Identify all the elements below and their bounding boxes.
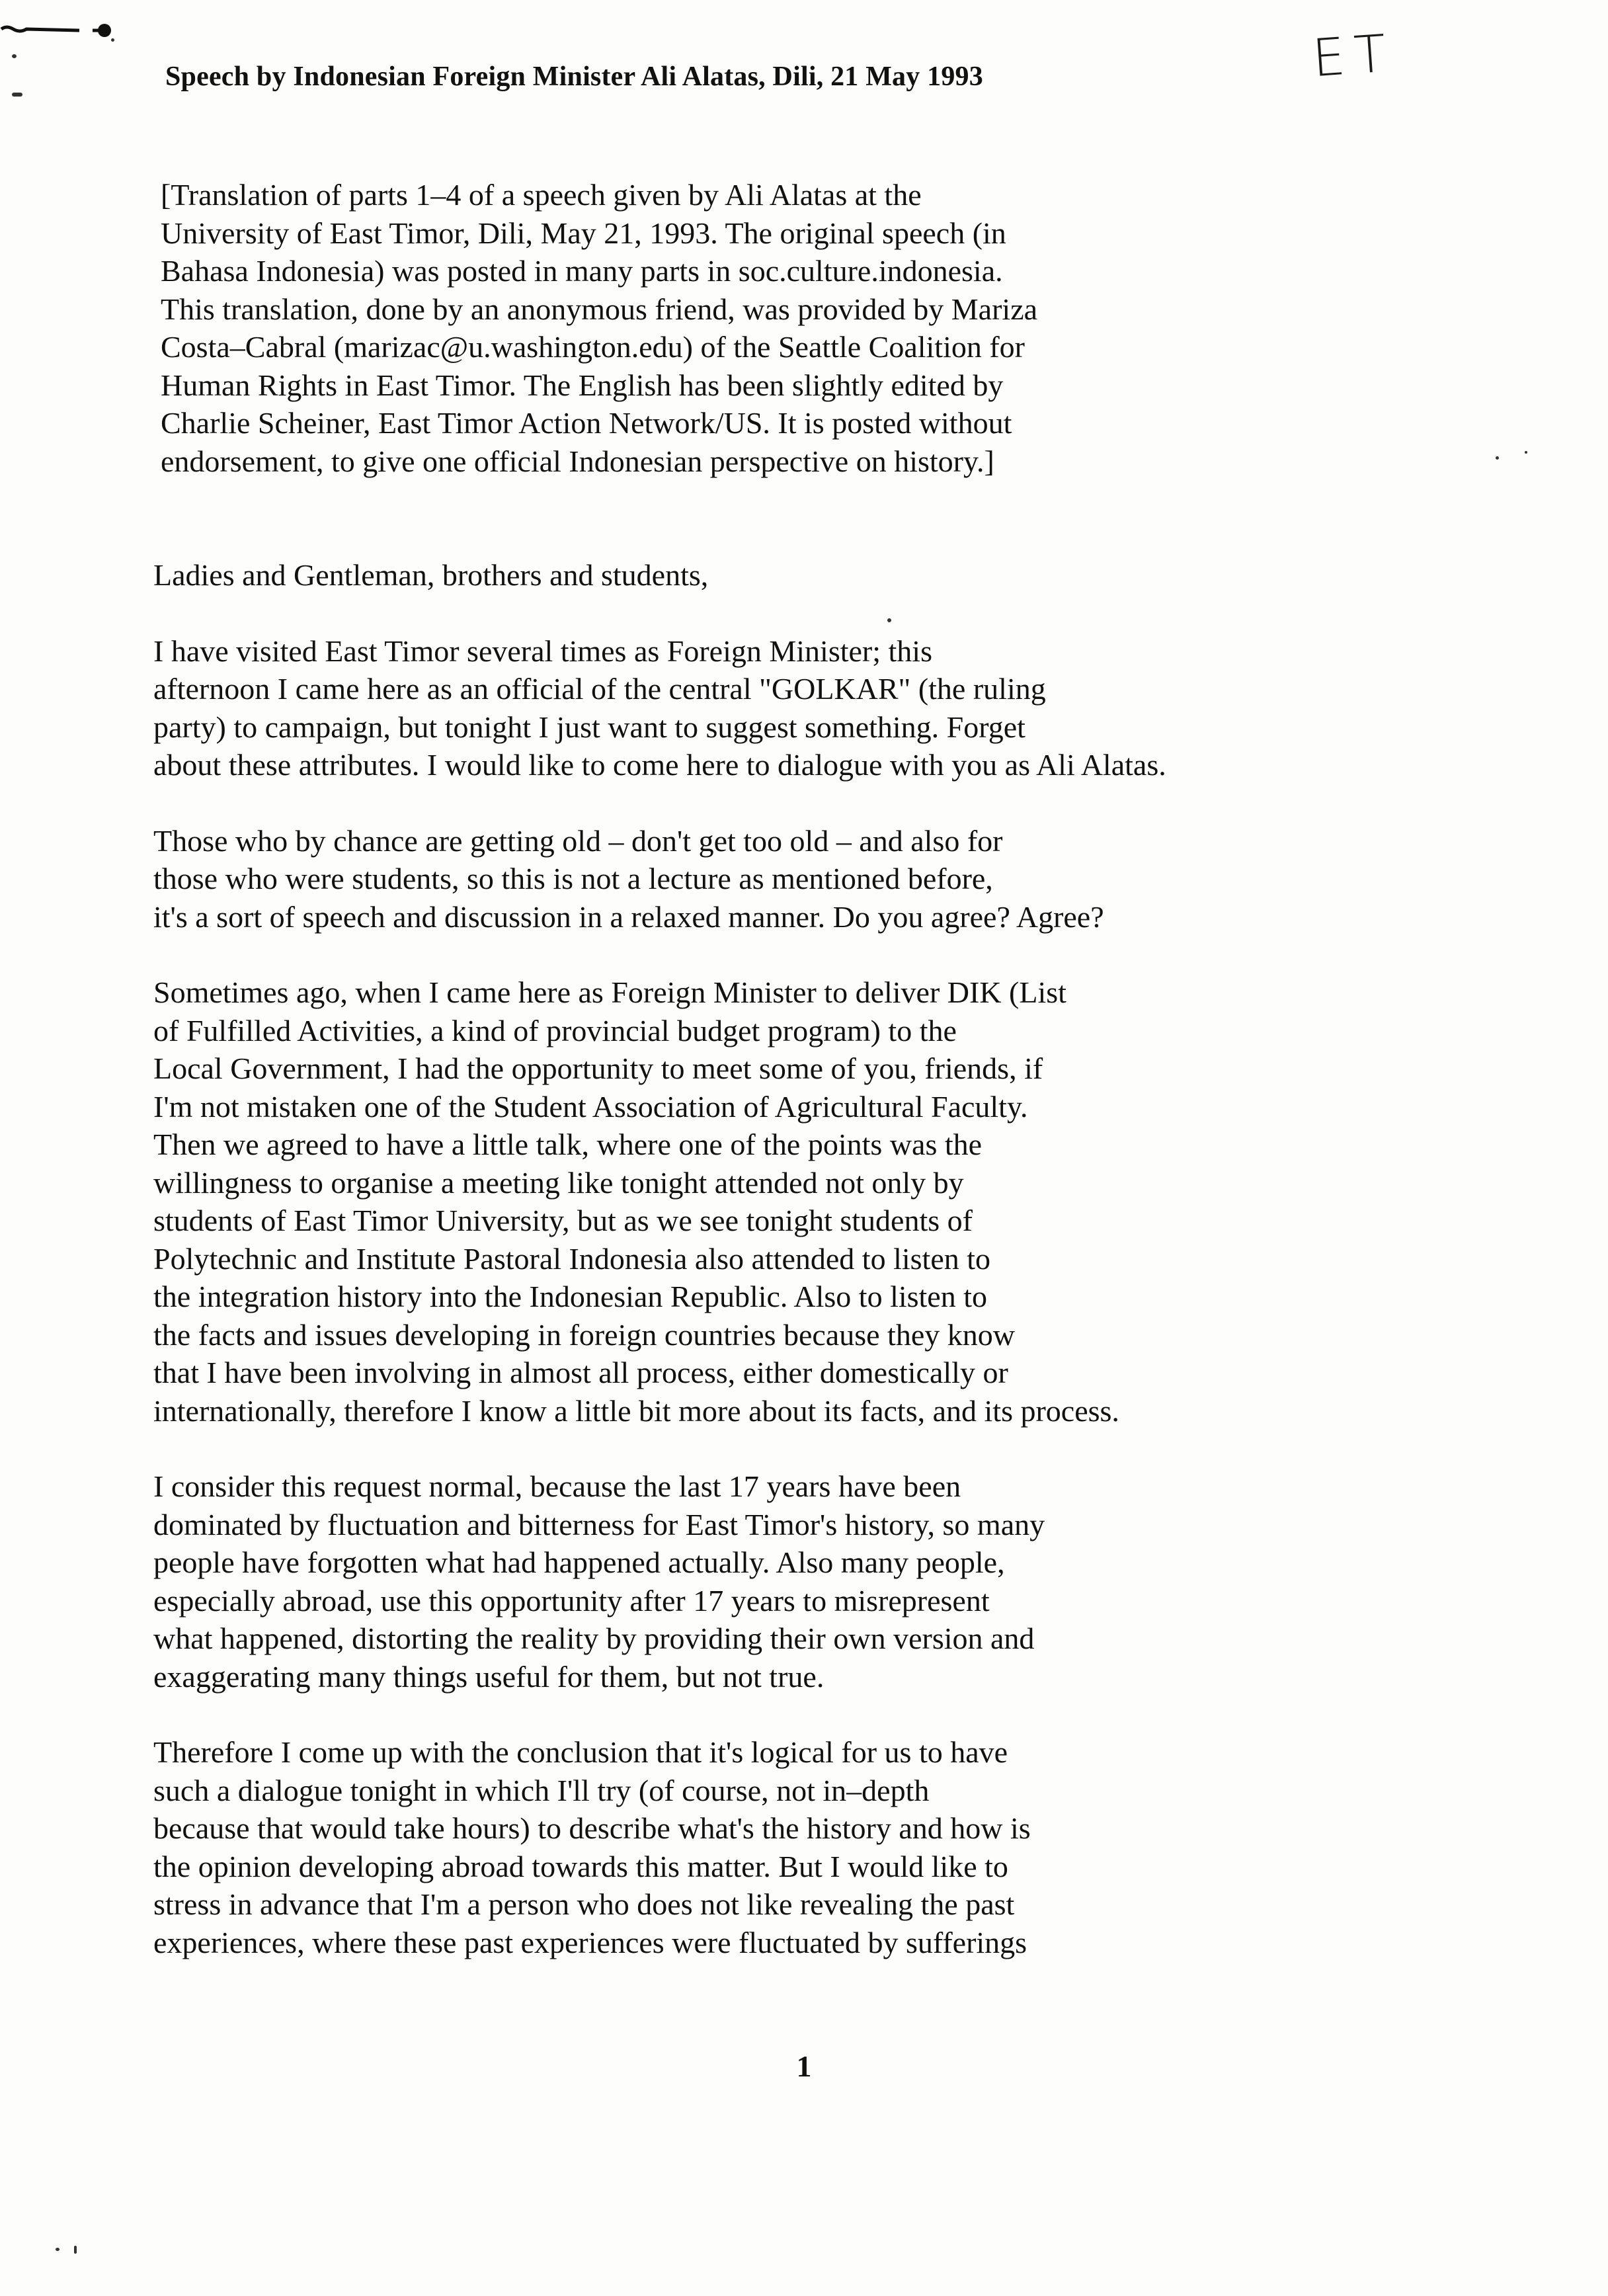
scan-speck <box>74 2246 77 2254</box>
document-title: Speech by Indonesian Foreign Minister Ali Alatas, Dili, 21 May 1993 <box>165 62 983 92</box>
scan-speck <box>12 93 22 97</box>
scan-speck <box>111 38 114 42</box>
translation-note-paragraph: [Translation of parts 1–4 of a speech given by Ali Alatas at the University of East Timor, Dili, May 21, 1993. The original speech (in Bahasa Indonesia) was posted in many parts in soc.culture.indonesia. This translation, done by an anonymous friend, was provided by Mariza Costa–Cabral (marizac@u.washington.edu) of the Seattle Coalition for Human Rights in East Timor. The English has been slightly edited by Charlie Scheiner, East Timor Action Network/US. It is posted without endorsement, to give one official Indonesian perspective on history.] <box>161 178 1038 478</box>
body-paragraph: I have visited East Timor several times as Foreign Minister; this afternoon I came here as an official of the central "GOLKAR" (the ruling party) to campaign, but tonight I just want to suggest something. Forget about these attributes. I would like to come here to dialogue with you as Ali Alatas. <box>153 634 1166 782</box>
scan-speck <box>1525 451 1527 454</box>
scan-speck <box>12 54 17 58</box>
body-paragraph: I consider this request normal, because the last 17 years have been dominated by fluctuation and bitterness for East Timor's history, so many people have forgotten what had happened actually. Also many people, especially abroad, use this opportunity after 17 years to misrepresent what happened, distorting the reality by providing their own version and exaggerating many things useful for them, but not true. <box>153 1469 1045 1694</box>
scan-speck <box>1496 456 1499 460</box>
document-body <box>153 176 1330 1999</box>
handwritten-annotation: ET <box>1310 23 1397 89</box>
body-paragraph: Sometimes ago, when I came here as Foreign Minister to deliver DIK (List of Fulfilled Activities, a kind of provincial budget program) to the Local Government, I had the opportunity to meet some of you, friends, if I'm not mistaken one of the Student Association of Agricultural Faculty. Then we agreed to have a little talk, where one of the points was the willingness to organise a meeting like tonight attended not only by students of East Timor University, but as we see tonight students of Polytechnic and Institute Pastoral Indonesia also attended to listen to the integration history into the Indonesian Republic. Also to listen to the facts and issues developing in foreign countries because they know that I have been involving in almost all process, either domestically or internationally, therefore I know a little bit more about its facts, and its process. <box>153 975 1119 1428</box>
body-paragraph: Therefore I come up with the conclusion that it's logical for us to have such a dialogue tonight in which I'll try (of course, not in–depth because that would take hours) to describe what's the history and how is the opinion developing abroad towards this matter. But I would like to stress in advance that I'm a person who does not like revealing the past experiences, where these past experiences were fluctuated by sufferings <box>153 1735 1031 1959</box>
body-paragraph: Those who by chance are getting old – don't get too old – and also for those who were students, so this is not a lecture as mentioned before, it's a sort of speech and discussion in a relaxed manner. Do you agree? Agree? <box>153 823 1104 934</box>
greeting-paragraph: Ladies and Gentleman, brothers and students, <box>153 558 709 592</box>
scan-speck <box>56 2248 60 2251</box>
page-number: 1 <box>796 2049 812 2083</box>
staple-mark-icon <box>0 15 112 41</box>
